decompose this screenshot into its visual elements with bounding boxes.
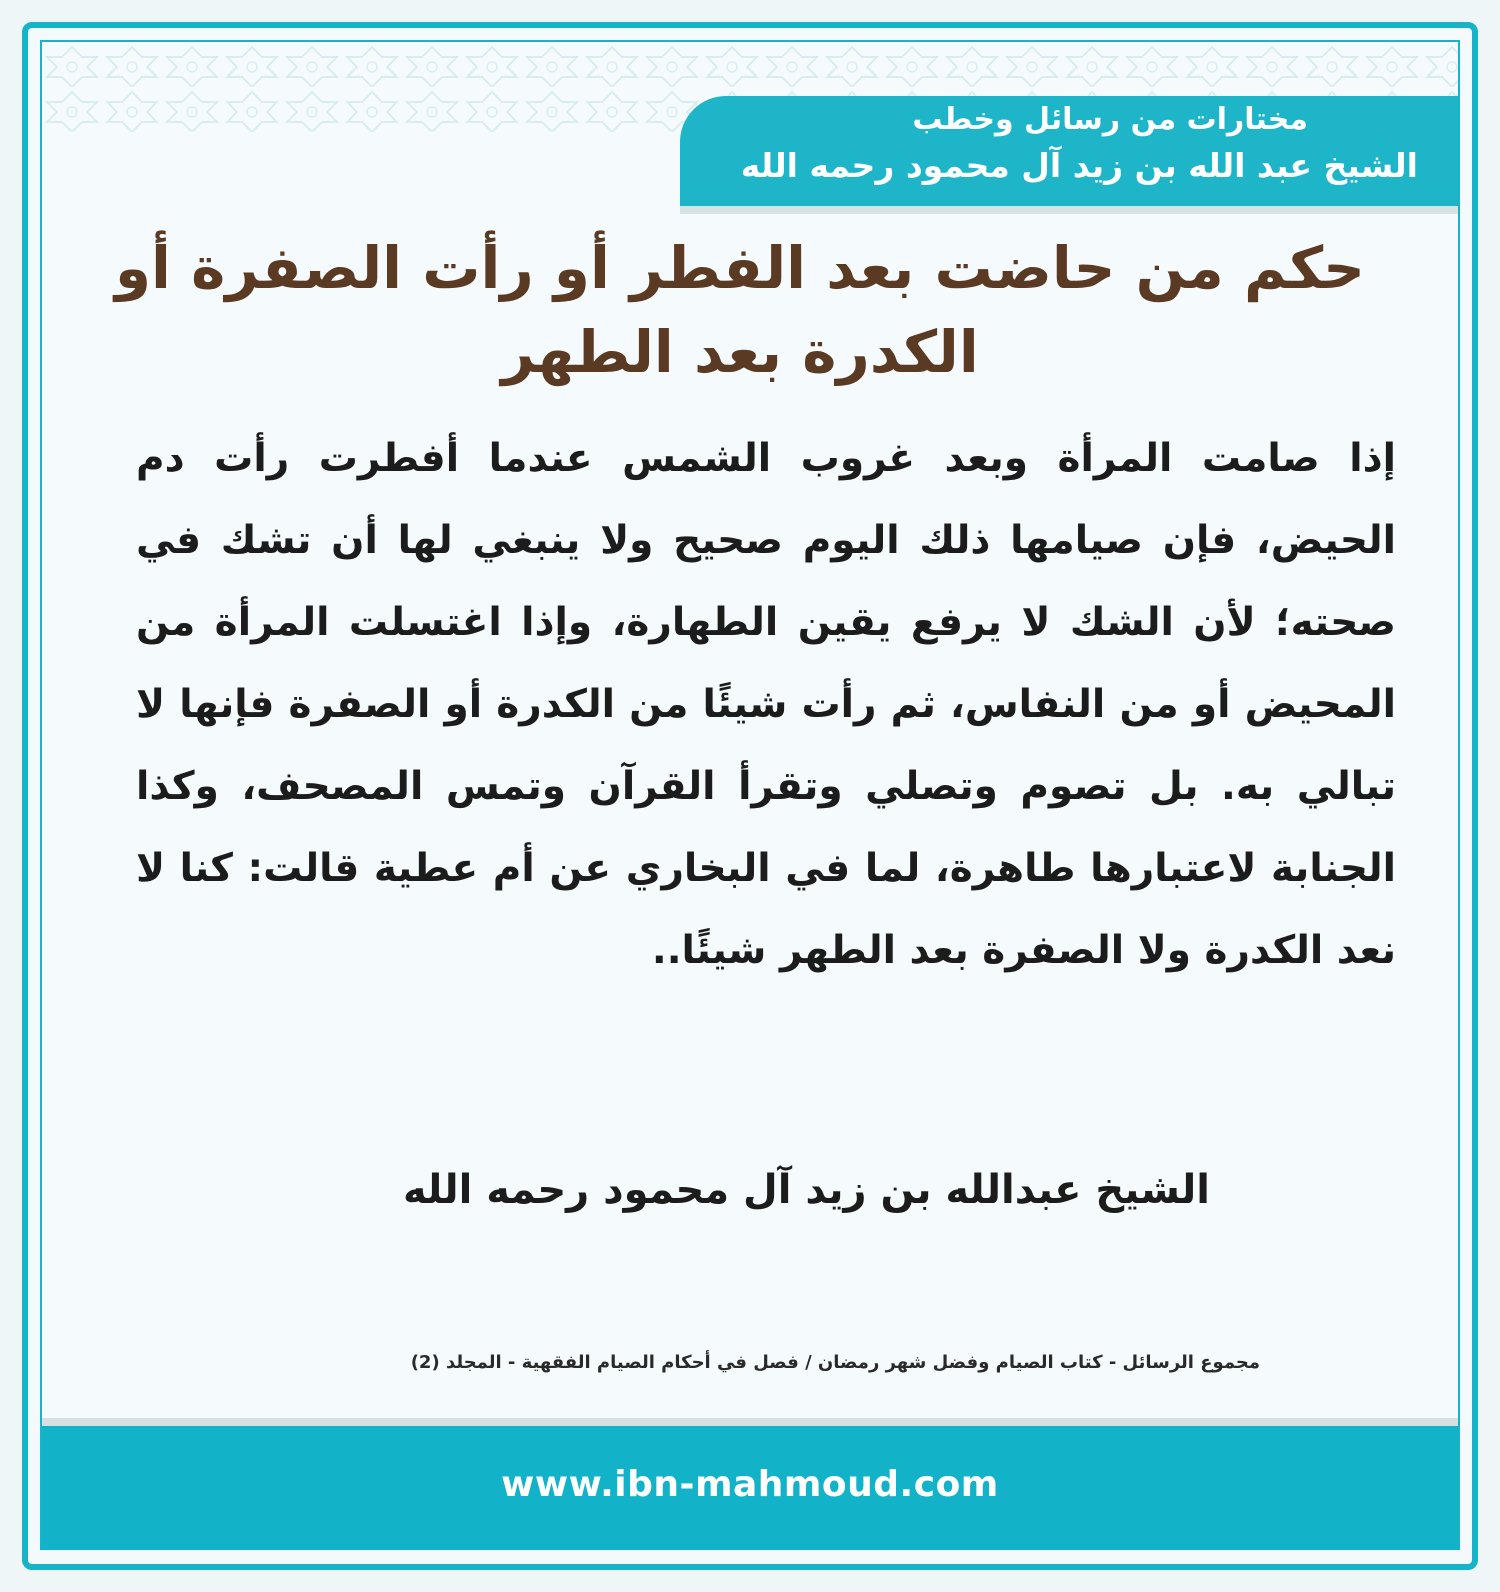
header-line-2: الشيخ عبد الله بن زيد آل محمود رحمه الله (740, 146, 1418, 185)
footer-band (42, 1426, 1458, 1550)
body-text: إذا صامت المرأة وبعد غروب الشمس عندما أفطرت رأت دم الحيض، فإن صيامها ذلك اليوم صحيح ولا ينبغي لها أن تشك في صحته؛ لأن الشك لا يرفع يقين الطهارة، وإذا اغتسلت المرأة من المحيض أو من النفاس، ثم رأت شيئًا من الكدرة أو الصفرة فإنها لا تبالي به. بل تصوم وتصلي وتقرأ القرآن وتمس المصحف، وكذا الجنابة لاعتبارها طاهرة، لما في البخاري عن أم عطية قالت: كنا لا نعد الكدرة ولا الصفرة بعد الطهر شيئًا.. (136, 436, 1396, 973)
page-title: حكم من حاضت بعد الفطر أو رأت الصفرة أو الكدرة بعد الطهر (115, 234, 1365, 386)
source-citation: مجموع الرسائل - كتاب الصيام وفضل شهر رمضان / فصل في أحكام الصيام الفقهية - المجلد (2) (410, 1352, 1260, 1373)
header-line-1: مختارات من رسائل وخطب (912, 102, 1308, 137)
footer-divider (42, 1418, 1458, 1426)
website-link[interactable]: www.ibn-mahmoud.com (501, 1464, 999, 1505)
author-name: الشيخ عبدالله بن زيد آل محمود رحمه الله (403, 1167, 1210, 1213)
header-band (680, 96, 1458, 206)
